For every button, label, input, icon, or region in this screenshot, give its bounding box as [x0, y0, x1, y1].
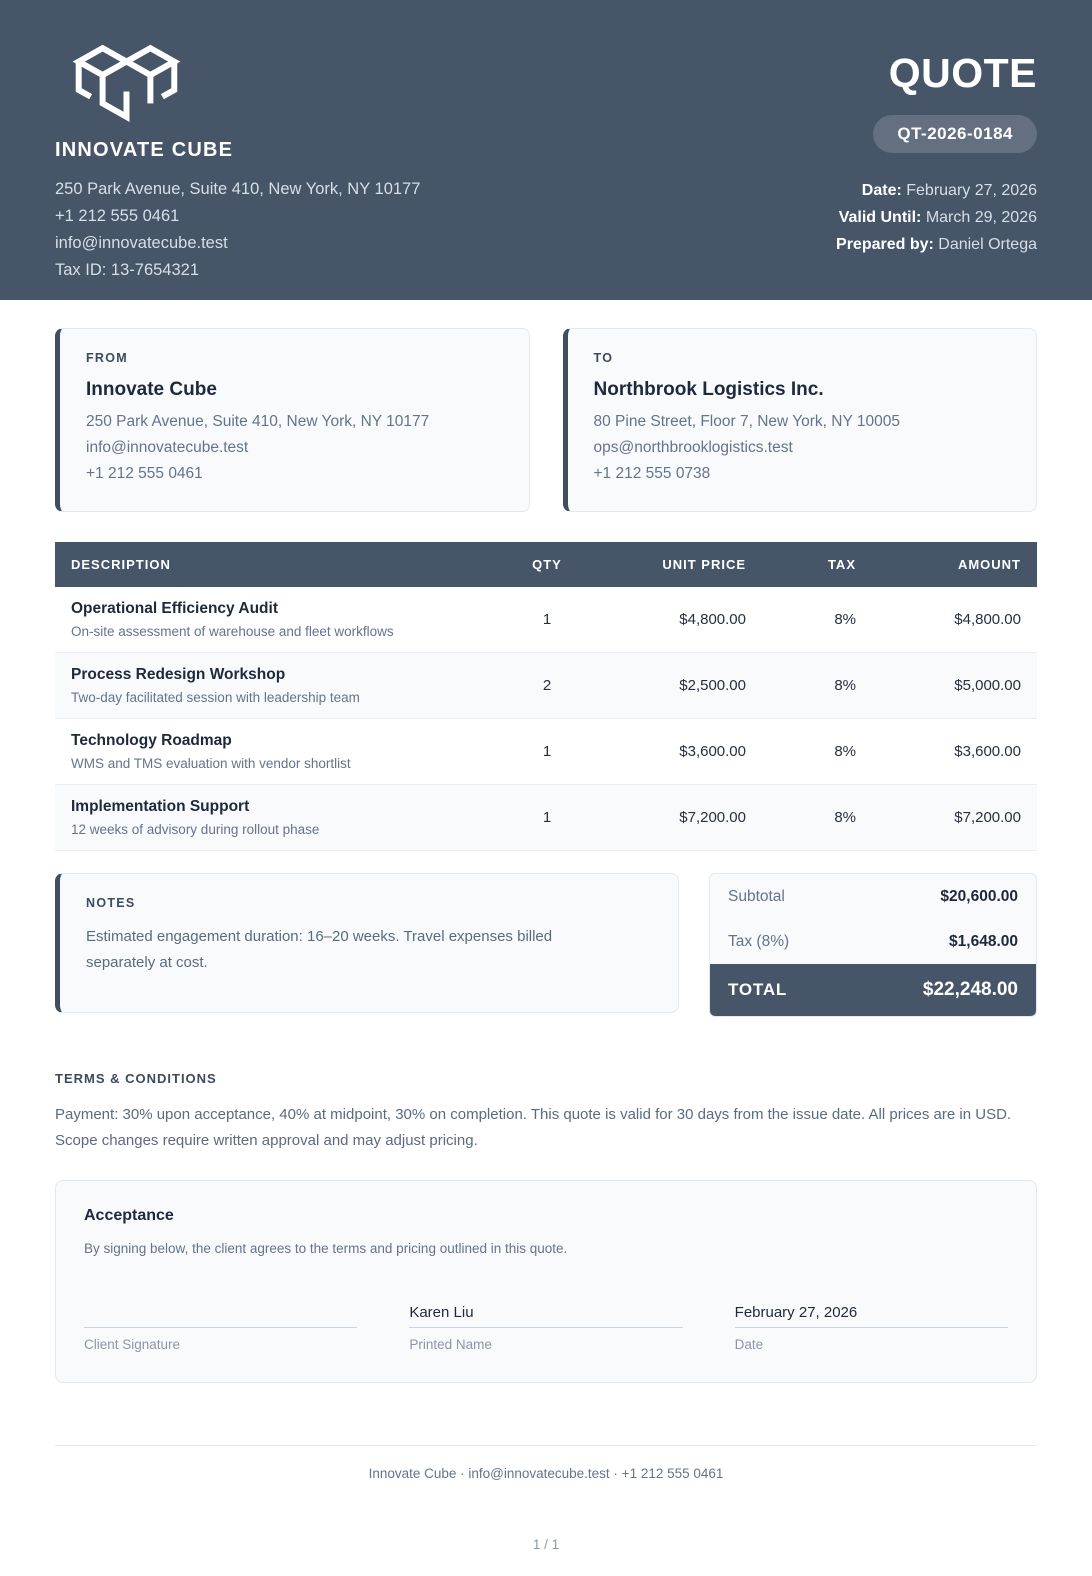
table-header-row	[55, 542, 1037, 587]
item-qty: 1	[502, 785, 592, 851]
client-signature-field	[84, 1304, 357, 1352]
subtotal-value: $20,600.00	[940, 888, 1018, 905]
item-unit-price: $2,500.00	[592, 653, 762, 719]
col-qty: QTY	[502, 542, 592, 587]
printed-name-label: Printed Name	[409, 1337, 492, 1352]
company-address: 250 Park Avenue, Suite 410, New York, NY 10177	[55, 180, 421, 198]
from-company-name: Innovate Cube	[86, 379, 217, 400]
totals-box	[709, 873, 1037, 1017]
item-description: On-site assessment of warehouse and fleet workflows	[71, 624, 394, 639]
item-title: Implementation Support	[71, 798, 250, 815]
item-title: Operational Efficiency Audit	[71, 600, 278, 617]
from-card	[55, 328, 530, 512]
item-description: 12 weeks of advisory during rollout phase	[71, 822, 320, 837]
notes-label: NOTES	[86, 896, 136, 910]
col-description: DESCRIPTION	[55, 542, 502, 587]
item-tax: 8%	[762, 653, 872, 719]
item-amount: $5,000.00	[872, 653, 1037, 719]
client-signature-value	[84, 1304, 357, 1328]
item-tax: 8%	[762, 785, 872, 851]
from-email: info@innovatecube.test	[86, 439, 249, 456]
item-amount: $3,600.00	[872, 719, 1037, 785]
item-unit-price: $3,600.00	[592, 719, 762, 785]
company-email: info@innovatecube.test	[55, 234, 228, 252]
document-footer	[0, 1445, 1092, 1576]
table-row	[55, 785, 1037, 851]
acceptance-description: By signing below, the client agrees to the terms and pricing outlined in this quote.	[84, 1241, 568, 1256]
terms-section	[0, 1071, 1092, 1154]
document-title: QUOTE	[888, 50, 1037, 96]
terms-label: TERMS & CONDITIONS	[55, 1071, 217, 1086]
client-signature-label: Client Signature	[84, 1337, 181, 1352]
item-tax: 8%	[762, 719, 872, 785]
col-tax: TAX	[762, 542, 872, 587]
item-unit-price: $4,800.00	[592, 587, 762, 653]
company-logo-icon	[69, 42, 420, 131]
item-title: Process Redesign Workshop	[71, 666, 286, 683]
tax-value: $1,648.00	[949, 933, 1018, 950]
printed-name-field	[409, 1304, 682, 1352]
to-card	[563, 328, 1038, 512]
date-value: February 27, 2026	[735, 1304, 1008, 1328]
total-value: $22,248.00	[922, 979, 1018, 1000]
item-qty: 2	[502, 653, 592, 719]
to-email: ops@northbrooklogistics.test	[593, 439, 793, 456]
footer-contact-line: Innovate Cube · info@innovatecube.test · +1 212 555 0461	[368, 1466, 724, 1481]
from-label: FROM	[86, 351, 128, 365]
meta-prepared-by: Prepared by: Daniel Ortega	[836, 236, 1037, 253]
company-name: INNOVATE CUBE	[55, 139, 234, 161]
item-amount: $7,200.00	[872, 785, 1037, 851]
item-qty: 1	[502, 719, 592, 785]
item-description: WMS and TMS evaluation with vendor shortlist	[71, 756, 351, 771]
notes-card	[55, 873, 679, 1013]
to-phone: +1 212 555 0738	[593, 465, 711, 482]
footer-divider	[55, 1445, 1037, 1446]
line-items-table	[0, 542, 1092, 851]
acceptance-title: Acceptance	[84, 1207, 174, 1224]
to-label: TO	[593, 351, 614, 365]
meta-date: Date: February 27, 2026	[861, 182, 1037, 199]
table-row	[55, 587, 1037, 653]
from-phone: +1 212 555 0461	[86, 465, 203, 482]
total-label: TOTAL	[728, 980, 788, 999]
from-address: 250 Park Avenue, Suite 410, New York, NY 10177	[86, 413, 430, 430]
printed-name-value: Karen Liu	[409, 1304, 682, 1328]
company-phone: +1 212 555 0461	[55, 207, 180, 225]
tax-row	[710, 919, 1036, 964]
item-tax: 8%	[762, 587, 872, 653]
notes-text: Estimated engagement duration: 16–20 weeks. Travel expenses billed separately at cost.	[86, 928, 553, 971]
item-amount: $4,800.00	[872, 587, 1037, 653]
col-unit-price: UNIT PRICE	[592, 542, 762, 587]
item-qty: 1	[502, 587, 592, 653]
meta-valid-until: Valid Until: March 29, 2026	[838, 209, 1037, 226]
document-header	[0, 0, 1092, 300]
subtotal-label: Subtotal	[728, 888, 785, 905]
date-label: Date	[734, 1337, 764, 1352]
quote-number-badge: QT-2026-0184	[873, 115, 1037, 153]
company-tax-id: Tax ID: 13-7654321	[55, 261, 200, 279]
col-amount: AMOUNT	[872, 542, 1037, 587]
table-row	[55, 719, 1037, 785]
item-title: Technology Roadmap	[71, 732, 232, 749]
terms-text: Payment: 30% upon acceptance, 40% at midpoint, 30% on completion. This quote is valid for 30 days from the issue date. All prices are in USD. Scope changes require written approval and may adjust pricing.	[55, 1106, 1012, 1149]
page-number: 1 / 1	[532, 1537, 560, 1552]
item-unit-price: $7,200.00	[592, 785, 762, 851]
item-description: Two-day facilitated session with leadership team	[71, 690, 360, 705]
table-row	[55, 653, 1037, 719]
tax-label: Tax (8%)	[728, 933, 790, 950]
date-field	[735, 1304, 1008, 1352]
acceptance-card	[55, 1180, 1037, 1383]
subtotal-row	[710, 874, 1036, 919]
total-row	[710, 964, 1036, 1016]
to-address: 80 Pine Street, Floor 7, New York, NY 10005	[593, 413, 900, 430]
to-company-name: Northbrook Logistics Inc.	[593, 379, 824, 400]
